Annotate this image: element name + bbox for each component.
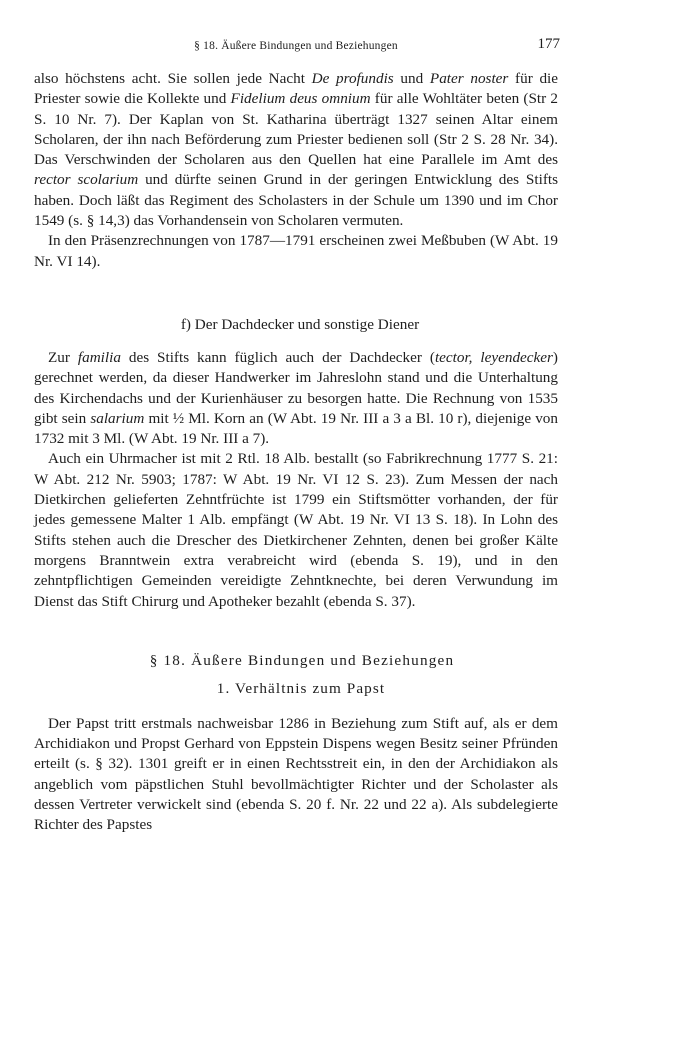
text-run: ) gerechnet werden, da dieser Handwerker im Jahreslohn stand und die Unterhaltung des Kirchendachs und der Kurienhäuser zu besorgen hatte. Die Rechnung von 1535 gibt sein	[34, 348, 558, 427]
text-run: Zur	[48, 348, 78, 366]
italic-term: rector scolarium	[34, 171, 139, 189]
text-run: und dürfte seinen Grund in der geringen Entwicklung des Stifts haben. Doch läßt das Regiment des Scholasters in der Schule um 1390 und im Chor 1549 (s. § 14,3) das Vorhandensein von Scholaren vermuten.	[34, 171, 559, 230]
paragraph-messbuben	[34, 231, 558, 272]
subsection-heading-papst: 1. Verhältnis zum Papst	[216, 679, 386, 697]
text-run: Auch ein Uhrmacher ist mit 2 Rtl. 18 Alb. bestallt (so Fabrikrechnung 1777 S. 21: W Abt. 212 Nr. 5903; 1787: W Abt. 19 Nr. VI 12 S. 23). Zum Messen der nach Dietkirchen gelieferten Zehntfrüchte ist 1799 ein Stiftsmötter vorhanden, der für jedes gemessene Malter 1 Alb. empfängt (W Abt. 19 Nr. VI 13 S. 18). In Lohn des Stifts stehen auch die Drescher des Dietkirchener Zehnten, denen bei großer Kälte morgens Branntwein extra verabreicht wird (ebenda S. 19), und in den zehntpflichtigen Gemeinden vereidigte Zehntknechte, bei deren Verwundung im Dienst das Stift Chirurg und Apotheker bezahlt (ebenda S. 37).	[34, 450, 558, 610]
section-heading-18: § 18. Äußere Bindungen und Beziehungen	[149, 651, 455, 669]
paragraph-dachdecker	[34, 348, 558, 449]
italic-term: Pater noster	[429, 70, 509, 87]
paragraph-papst	[34, 714, 558, 836]
subsection-heading-f: f) Der Dachdecker und sonstige Diener	[180, 315, 420, 333]
text-run: In den Präsenzrechnungen von 1787—1791 erscheinen zwei Meßbuben (W Abt. 19 Nr. VI 14).	[34, 232, 558, 270]
italic-term: Fidelium deus omnium	[230, 90, 371, 108]
running-header	[34, 36, 558, 58]
italic-term: familia	[77, 348, 121, 366]
text-run: mit ½ Ml. Korn an (W Abt. 19 Nr. III a 3 a Bl. 10 r), diejenige von 1732 mit 3 Ml. (W Abt. 19 Nr. III a 7).	[34, 409, 558, 448]
text-run: für die Priester sowie die Kollekte und	[34, 70, 559, 108]
book-page	[34, 36, 558, 836]
page-number: 177	[537, 36, 560, 52]
paragraph-uhrmacher	[34, 449, 558, 611]
italic-term: De profundis	[311, 70, 394, 87]
text-run: für alle Wohltäter beten (Str 2 S. 10 Nr. 7). Der Kaplan von St. Katharina überträgt 1327 seinen Altar einem Scholaren, der ihn nach Beförderung zum Priester bedienen soll (Str 2 S. 28 Nr. 34). Das Verschwinden der Scholaren aus den Quellen hat eine Parallele im Amt des	[34, 90, 559, 169]
italic-term: salarium	[90, 409, 145, 427]
italic-term: tector, leyendecker	[434, 348, 553, 366]
text-run: und	[393, 70, 430, 87]
text-run: Der Papst tritt erstmals nachweisbar 1286 in Beziehung zum Stift auf, als er dem Archidiakon und Propst Gerhard von Eppstein Dispens wegen Besitz seiner Pfründen erteilt (s. § 32). 1301 greift er in einen Rechtsstreit ein, in den der Archidiakon als angeblich vom päpstlichen Stuhl bevollmächtigter Richter und der Scholaster als dessen Vertreter verwickelt sind (ebenda S. 20 f. Nr. 22 und 22 a). Als subdelegierte Richter des Papstes	[34, 714, 558, 834]
text-run: des Stifts kann füglich auch der Dachdecker (	[120, 348, 435, 366]
running-title: § 18. Äußere Bindungen und Beziehungen	[194, 40, 398, 52]
paragraph-scholars	[34, 69, 558, 231]
text-run: also höchstens acht. Sie sollen jede Nacht	[34, 70, 312, 87]
